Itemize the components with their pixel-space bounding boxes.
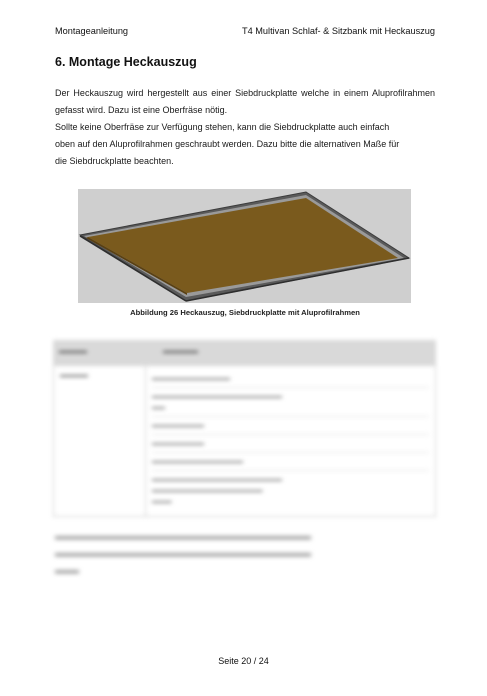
blurred-table-body (53, 366, 436, 517)
blurred-paragraph: ▬▬▬▬▬▬▬▬▬▬▬▬▬▬▬▬▬▬▬▬▬▬▬▬▬▬▬▬▬▬▬▬ ▬▬▬▬▬▬▬▬▬▬▬▬▬▬▬▬▬▬▬▬▬▬▬▬▬▬▬▬▬▬▬▬ ▬▬▬ (55, 532, 311, 575)
blurred-row: ▬▬▬▬▬▬▬▬ (152, 435, 429, 453)
blurred-cell: ▬▬▬▬ (54, 366, 146, 516)
paragraph-intro: Der Heckauszug wird hergestellt aus einer Siebdruckplatte welche in einem Aluprofilrahmen gefasst wird. Dazu ist eine Oberfräse nötig. (55, 88, 435, 115)
figure-caption: Abbildung 26 Heckauszug, Siebdruckplatte mit Aluprofilrahmen (130, 308, 360, 317)
plate-illustration (78, 189, 411, 303)
paragraph-alt-line-1: Sollte keine Oberfräse zur Verfügung stehen, kann die Siebdruckplatte auch einfach (55, 122, 390, 132)
blurred-cell (146, 366, 435, 516)
blurred-table (53, 340, 436, 518)
blurred-row: ▬▬▬▬▬▬▬▬▬▬▬▬▬▬▬▬▬▬▬▬ ▬▬▬▬▬▬▬▬▬▬▬▬▬▬▬▬▬ ▬▬▬ (152, 476, 282, 505)
blurred-row: ▬▬▬▬▬▬▬▬▬▬▬▬ (152, 370, 429, 388)
section-heading: 6. Montage Heckauszug (55, 55, 197, 69)
paragraph-alt-line-3: die Siebdruckplatte beachten. (55, 156, 174, 166)
page-footer-number: Seite 20 / 24 (218, 656, 269, 666)
section-body (55, 85, 435, 170)
header-left-title: Montageanleitung (55, 26, 129, 36)
blurred-header-cell: ▬▬▬▬▬ (163, 348, 198, 355)
blurred-row: ▬▬▬▬▬▬▬▬▬▬▬▬▬▬▬▬▬▬▬▬ ▬▬ (152, 388, 429, 417)
siebdruckplatte (88, 198, 398, 293)
blurred-row: ▬▬▬▬▬▬▬▬▬▬▬▬▬▬ (152, 453, 429, 471)
figure-heckauszug-image (78, 189, 411, 303)
header-right-title: T4 Multivan Schlaf- & Sitzbank mit Heckauszug (241, 26, 435, 36)
blurred-header-cell: ▬▬▬▬ (59, 348, 87, 355)
blurred-row: ▬▬▬▬▬▬▬▬ (152, 417, 429, 435)
blurred-table-header (53, 340, 436, 366)
paragraph-alt-line-2: oben auf den Aluprofilrahmen geschraubt werden. Dazu bitte die alternativen Maße für (55, 139, 400, 149)
page-header (55, 26, 435, 36)
